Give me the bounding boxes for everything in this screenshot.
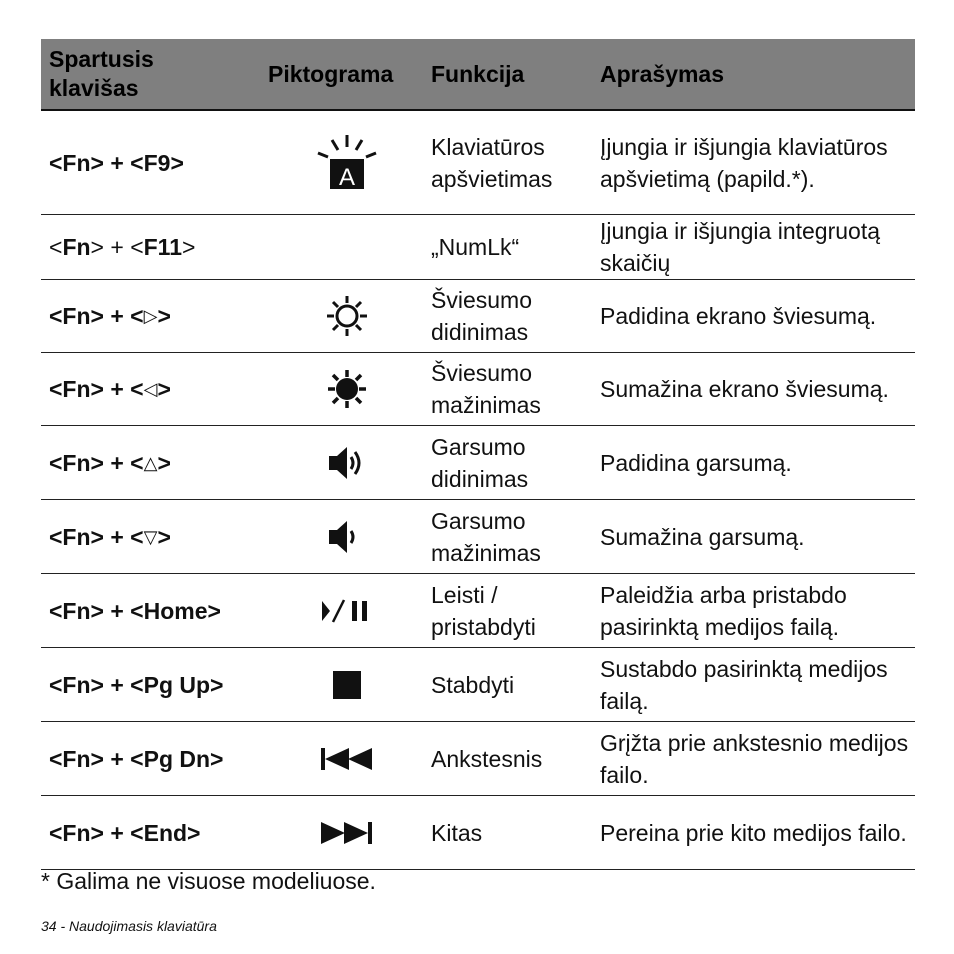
- shortcut-key: <Fn> + < ▷ >: [49, 280, 264, 352]
- play-pause-icon: [322, 597, 372, 625]
- function-text: Stabdyti: [431, 671, 515, 698]
- icon-cell: [264, 500, 429, 573]
- description-text: Sumažina garsumą.: [600, 523, 805, 550]
- header-function: Funkcija: [431, 60, 525, 87]
- brightness-up-icon: [325, 294, 369, 338]
- table-row: [41, 574, 915, 648]
- previous-track-icon: [321, 747, 373, 771]
- icon-cell: [264, 796, 429, 869]
- description-text: Pereina prie kito medijos failo.: [600, 819, 907, 846]
- header-shortcut: Spartusis klavišas: [49, 46, 154, 101]
- description-text: Grįžta prie ankstesnio medijos failo.: [600, 729, 909, 788]
- stop-icon: [332, 670, 362, 700]
- header-description: Aprašymas: [600, 60, 725, 87]
- shortcut-key: < Fn > + < F11 >: [49, 215, 264, 279]
- icon-cell: [264, 353, 429, 425]
- table-row: [41, 796, 915, 870]
- header-icon: Piktograma: [268, 60, 394, 87]
- function-text: Klaviatūros apšvietimas: [431, 133, 553, 192]
- key-fn: Fn: [62, 234, 91, 260]
- key-f11: F11: [143, 234, 182, 260]
- up-arrow-icon: △: [143, 452, 158, 473]
- icon-cell: [264, 426, 429, 499]
- shortcut-key: <Fn> + < ◁ >: [49, 353, 264, 425]
- table-row: [41, 111, 915, 215]
- icon-cell: [264, 648, 429, 721]
- icon-cell: [264, 215, 429, 279]
- description-text: Padidina ekrano šviesumą.: [600, 303, 877, 329]
- description-text: Sustabdo pasirinktą medijos failą.: [600, 655, 888, 714]
- description-text: Paleidžia arba pristabdo pasirinktą medijos failą.: [600, 581, 847, 640]
- shortcut-table: [41, 39, 915, 870]
- table-row: [41, 648, 915, 722]
- brightness-down-icon: [325, 367, 369, 411]
- function-text: Kitas: [431, 819, 483, 846]
- volume-down-icon: [327, 519, 367, 555]
- shortcut-key: <Fn> + <Pg Dn>: [49, 745, 224, 772]
- function-text: Garsumo didinimas: [431, 433, 529, 492]
- shortcut-key: <Fn> + <F9>: [49, 149, 184, 176]
- function-text: Leisti / pristabdyti: [431, 581, 536, 640]
- icon-cell: [264, 574, 429, 647]
- function-text: „NumLk“: [431, 234, 520, 260]
- shortcut-key: <Fn> + <Pg Up>: [49, 671, 224, 698]
- left-arrow-icon: ◁: [143, 379, 158, 399]
- shortcut-key: <Fn> + < △ >: [49, 426, 264, 499]
- table-row: [41, 280, 915, 353]
- icon-cell: [264, 280, 429, 352]
- description-text: Padidina garsumą.: [600, 449, 792, 476]
- table-row: [41, 722, 915, 796]
- description-text: Įjungia ir išjungia integruotą skaičių: [600, 218, 881, 276]
- shortcut-key: <Fn> + <End>: [49, 819, 201, 846]
- icon-cell: [264, 111, 429, 214]
- function-text: Ankstesnis: [431, 745, 543, 772]
- shortcut-key: <Fn> + <Home>: [49, 597, 221, 624]
- shortcut-key: <Fn> + < ▽ >: [49, 500, 264, 573]
- table-row: [41, 215, 915, 280]
- footnote: * Galima ne visuose modeliuose.: [41, 868, 376, 894]
- down-arrow-icon: ▽: [143, 526, 158, 547]
- right-arrow-icon: ▷: [143, 306, 158, 326]
- keyboard-backlight-icon: [312, 131, 382, 195]
- description-text: Sumažina ekrano šviesumą.: [600, 376, 889, 402]
- function-text: Šviesumo mažinimas: [431, 360, 541, 418]
- table-row: [41, 500, 915, 574]
- function-text: Šviesumo didinimas: [431, 287, 532, 345]
- description-text: Įjungia ir išjungia klaviatūros apšvietimą (papild.*).: [600, 133, 888, 192]
- table-row: [41, 353, 915, 426]
- function-text: Garsumo mažinimas: [431, 507, 541, 566]
- next-track-icon: [321, 821, 373, 845]
- table-header: [41, 39, 915, 111]
- volume-up-icon: [327, 445, 367, 481]
- icon-cell: [264, 722, 429, 795]
- backlight-letter: A: [338, 163, 355, 191]
- table-row: [41, 426, 915, 500]
- page-footer: 34 - Naudojimasis klaviatūra: [41, 918, 217, 934]
